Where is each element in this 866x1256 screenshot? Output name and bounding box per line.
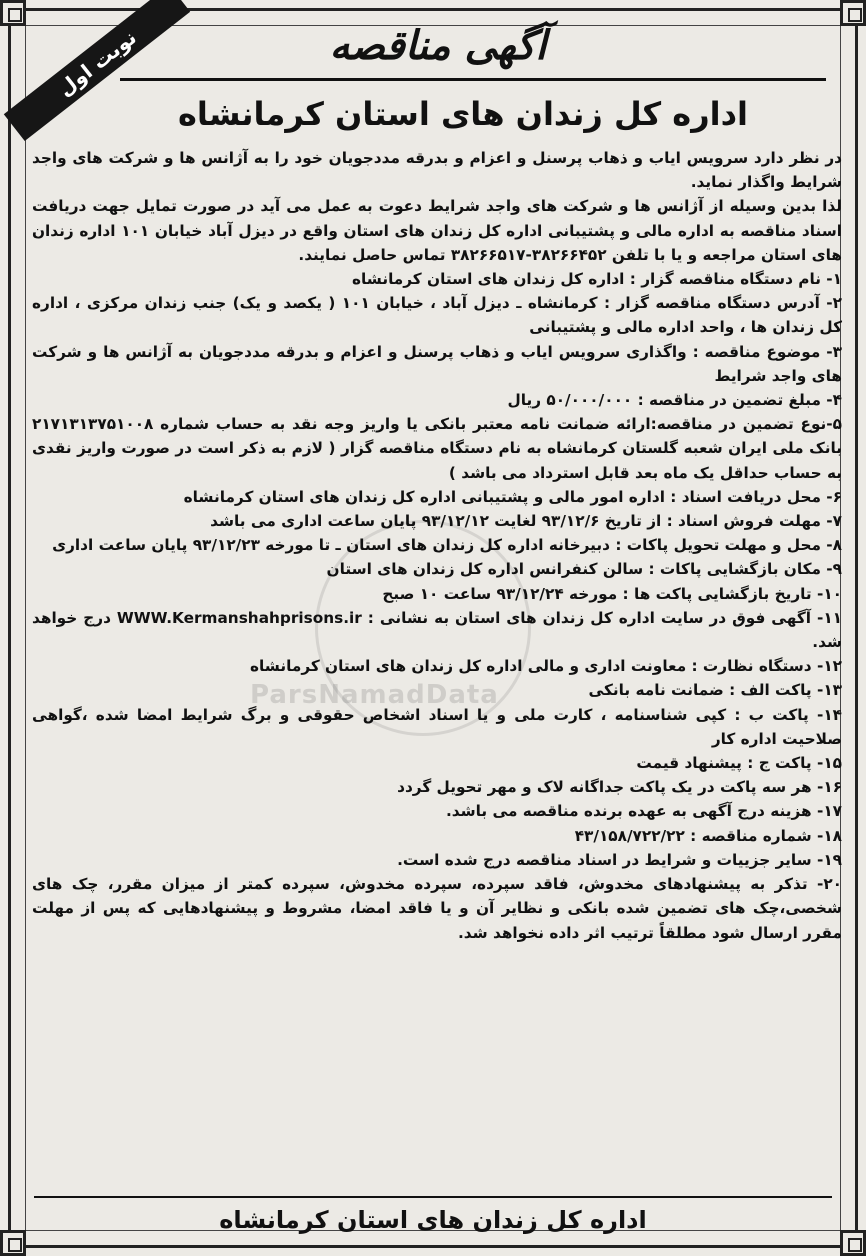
intro-paragraph: لذا بدین وسیله از آژانس ها و شرکت های واجد شرایط دعوت به عمل می آید در صورت تمایل جهت دریافت اسناد مناقصه به اداره مالی و پشتیبانی اداره کل زندان های استان واقع در دیزل آباد خیابان ۱۰۱ اداره زندان های استان مراجعه و یا با تلفن ۳۸۲۶۶۴۵۲-۳۸۲۶۶۵۱۷ تماس حاصل نمایند. (32, 197, 842, 264)
list-item: ۱۹- سایر جزییات و شرایط در اسناد مناقصه درج شده است. (397, 850, 842, 869)
list-item: ۵-نوع تضمین در مناقصه:ارائه ضمانت نامه معتبر بانکی یا واریز وجه نقد به حساب شماره ۲۱۷۱۳۱۳۷۵۱۰۰۸ بانک ملی ایران شعبه گلستان کرمانشاه به نام دستگاه مناقصه گزار ( لازم به ذکر است در صورت واریز نقدی به حساب حداقل یک ماه بعد قابل استرداد می باشد ) (32, 415, 842, 482)
list-item: ۱۶- هر سه پاکت در یک پاکت جداگانه لاک و مهر تحویل گردد (397, 778, 842, 797)
list-item: ۳- موضوع مناقصه : واگذاری سرویس ایاب و ذهاب پرسنل و اعزام و بدرقه مددجویان به آژانس ها و شرکت های واجد شرایط (32, 342, 842, 385)
list-item-website: ۱۱- آگهی فوق در سایت اداره کل زندان های استان به نشانی : WWW.Kermanshahprisons.ir درج خواهد شد. (32, 608, 842, 652)
list-item: ۱- نام دستگاه مناقصه گزار : اداره کل زندان های استان کرمانشاه (351, 270, 842, 289)
list-item: ۱۷- هزینه درج آگهی به عهده برنده مناقصه می باشد. (445, 802, 842, 821)
title-bar (120, 20, 756, 72)
list-item: ۲- آدرس دستگاه مناقصه گزار : کرمانشاه ـ دیزل آباد ، خیابان ۱۰۱ ( یکصد و یک) جنب زندان مرکزی ، اداره کل زندان ها ، واحد اداره مالی و پشتیبانی (32, 294, 842, 337)
watermark-logo: ParsNamadData (250, 680, 499, 710)
corner-ornament (0, 1230, 26, 1256)
notice-body (32, 146, 842, 945)
corner-ornament (0, 0, 26, 26)
list-item: ۱۳- پاکت الف : ضمانت نامه بانکی (588, 681, 842, 700)
organization-heading: اداره کل زندان های استان کرمانشاه (178, 95, 748, 133)
list-item: ۱۵- پاکت ج : پیشنهاد قیمت (636, 754, 842, 773)
list-item: ۹- مکان بازگشایی پاکات : سالن کنفرانس اداره کل زندان های استان (326, 560, 842, 579)
list-item: ۱۴- پاکت ب : کپی شناسنامه ، کارت ملی و یا اسناد اشخاص حقوقی و برگ شرایط امضا شده ،گواهی صلاحیت اداره کار (32, 705, 842, 748)
footer-organization: اداره کل زندان های استان کرمانشاه (219, 1206, 647, 1234)
notice-title: آگهی مناقصه (329, 23, 547, 69)
list-item: ۷- مهلت فروش اسناد : از تاریخ ۹۳/۱۲/۶ لغایت ۹۳/۱۲/۱۲ پایان ساعت اداری می باشد (210, 512, 842, 531)
list-item: ۱۲- دستگاه نظارت : معاونت اداری و مالی اداره کل زندان های استان کرمانشاه (250, 657, 842, 676)
list-item: ۱۸- شماره مناقصه : ۴۳/۱۵۸/۷۲۲/۲۲ (574, 826, 842, 845)
first-round-badge: نوبت اول (4, 0, 190, 141)
corner-ornament (840, 0, 866, 26)
list-item: ۸- محل و مهلت تحویل پاکات : دبیرخانه اداره کل زندان های استان ـ تا مورخه ۹۳/۱۲/۲۳ پایان ساعت اداری (52, 536, 842, 555)
title-divider (120, 78, 826, 81)
intro-paragraph: در نظر دارد سرویس ایاب و ذهاب پرسنل و اعزام و بدرقه مددجویان خود را به آژانس ها و شرکت های واجد شرایط واگذار نماید. (32, 149, 842, 192)
list-item: ۲۰- تذکر به پیشنهادهای مخدوش، فاقد سپرده، سپرده مخدوش، سپرده کمتر از میزان مقرر، چک های شخصی،چک های تضمین شده بانکی و نظایر آن و یا فاقد امضا، مشروط و پیشنهادهایی که پس از مهلت مقرر ارسال شود مطلقاً ترتیب اثر داده نخواهد شد. (32, 875, 842, 942)
list-item: ۴- مبلغ تضمین در مناقصه : ۵۰/۰۰۰/۰۰۰ ریال (507, 391, 842, 410)
corner-ornament (840, 1230, 866, 1256)
footer-divider (34, 1196, 832, 1198)
list-item: ۱۰- تاریخ بازگشایی پاکت ها : مورخه ۹۳/۱۲/۲۴ ساعت ۱۰ صبح (382, 584, 842, 603)
list-item: ۶- محل دریافت اسناد : اداره امور مالی و پشتیبانی اداره کل زندان های استان کرمانشاه (183, 487, 842, 506)
